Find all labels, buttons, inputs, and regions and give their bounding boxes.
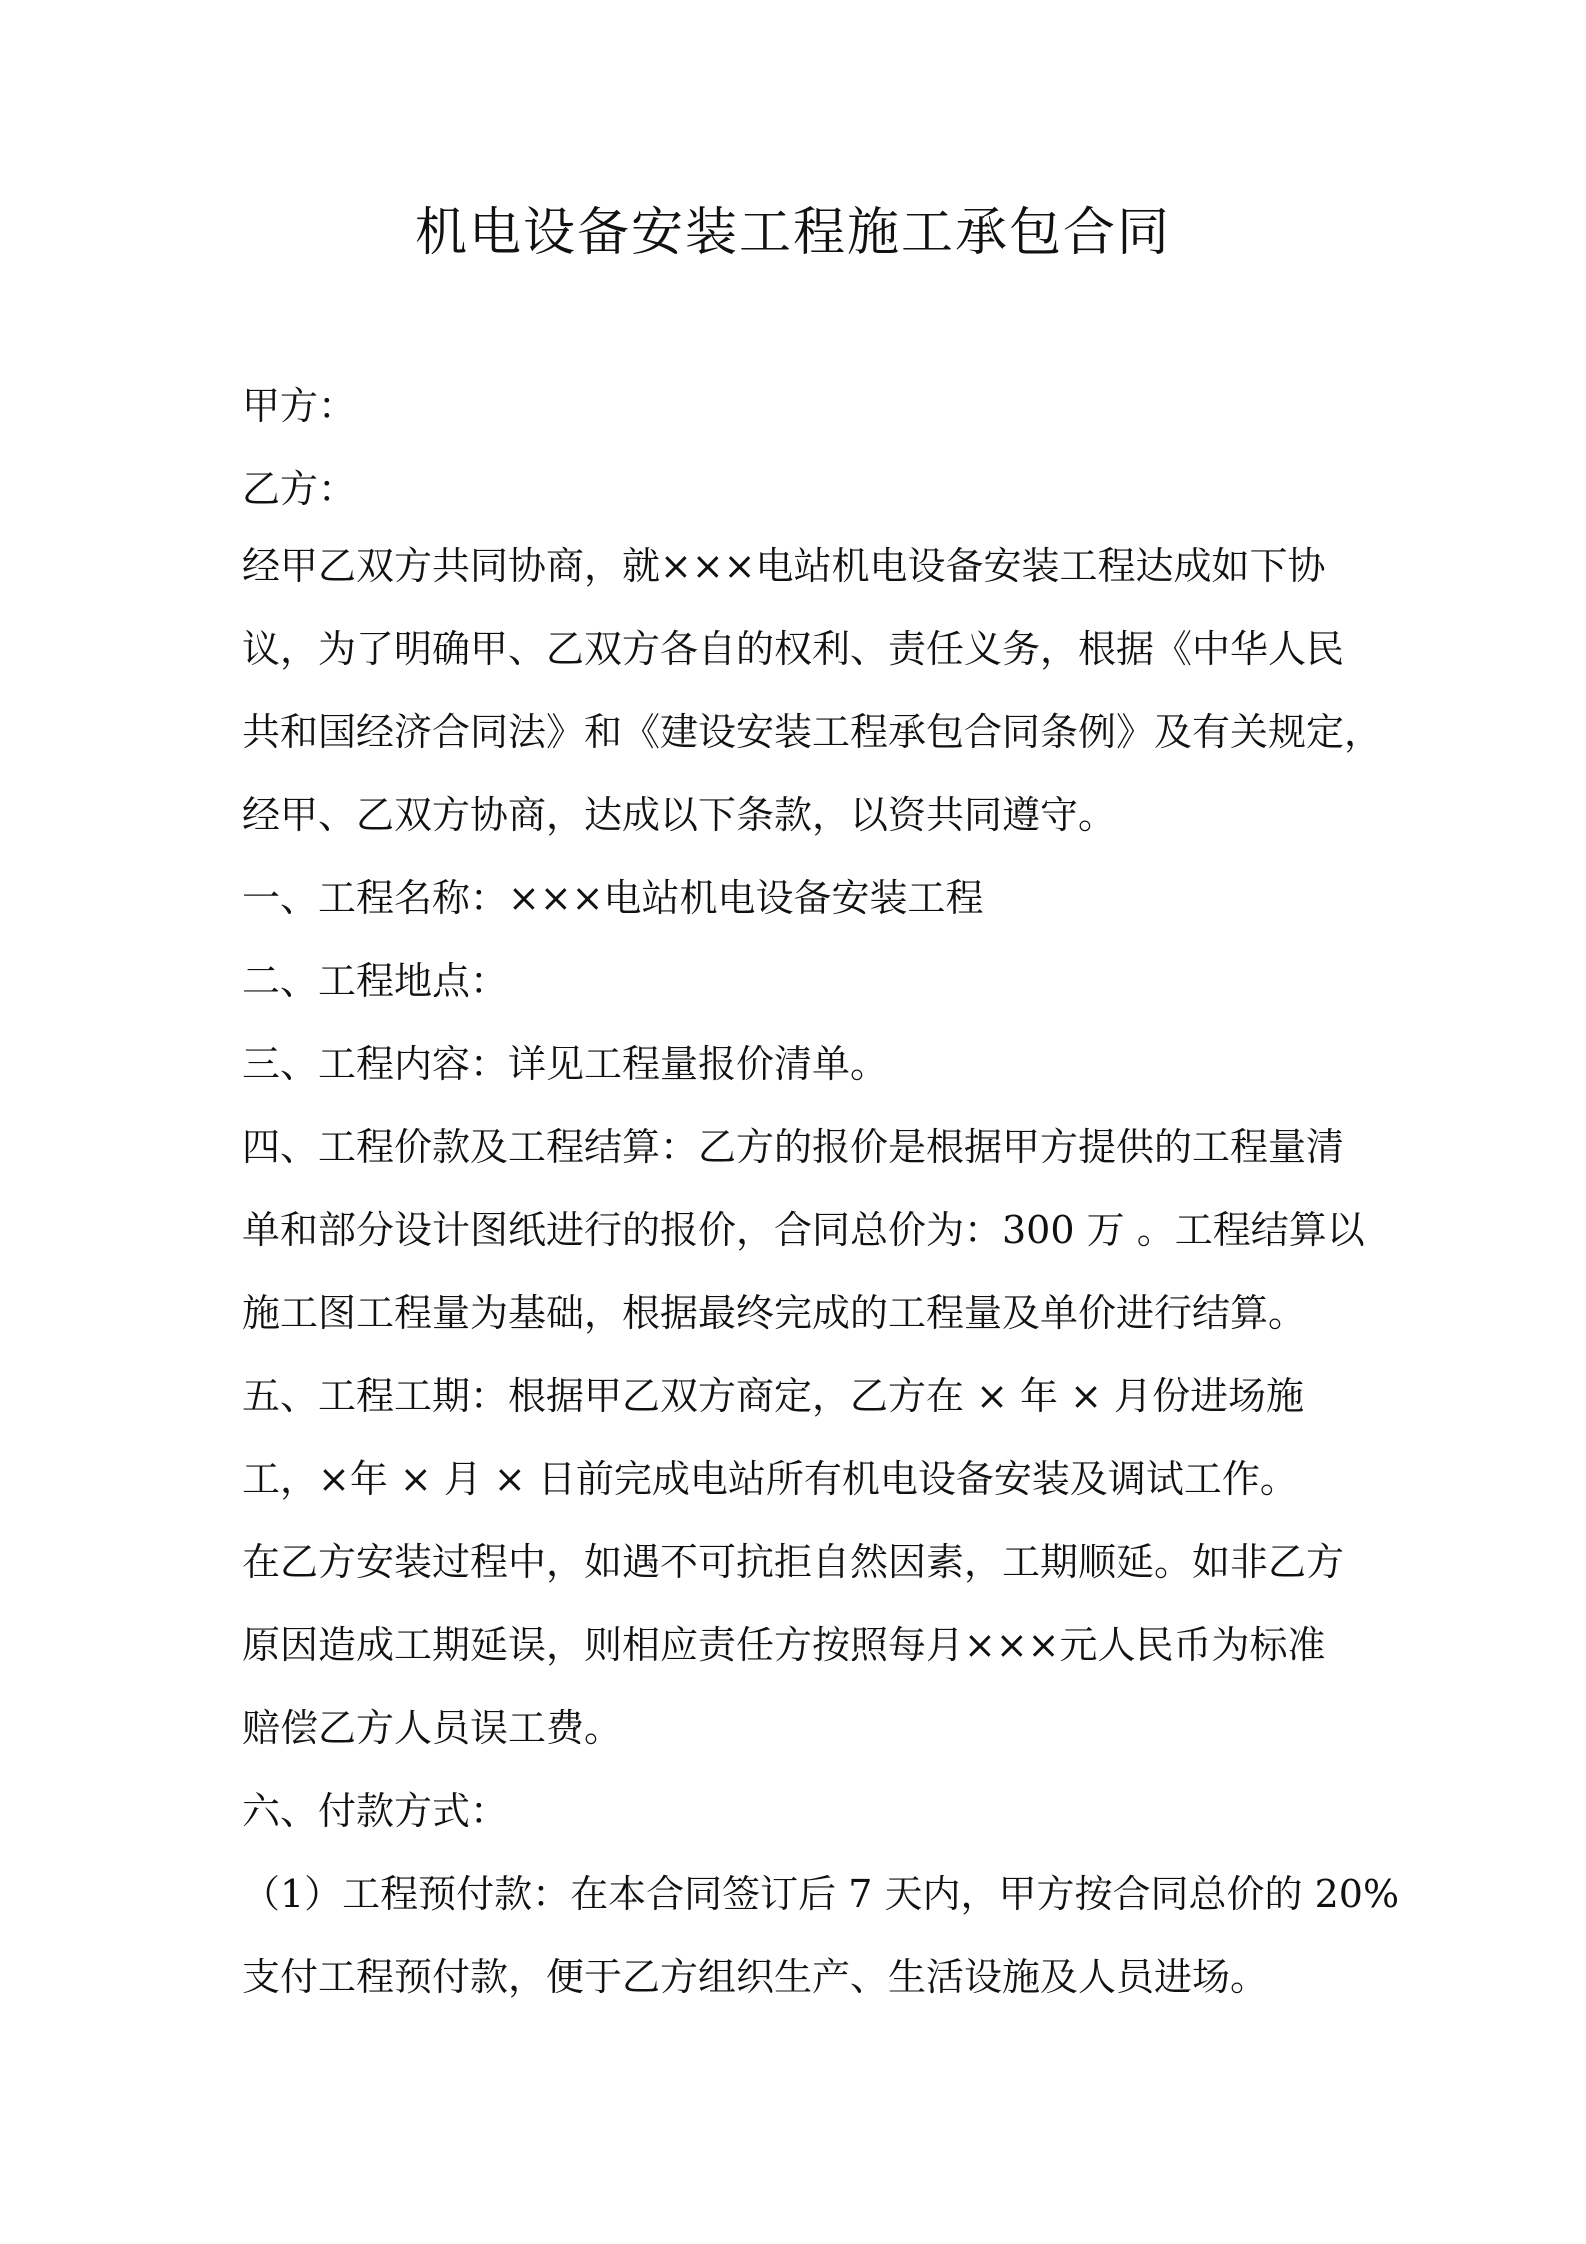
body-line: 单和部分设计图纸进行的报价，合同总价为：300 万 。工程结算以 [242, 1208, 1365, 1252]
body-line: 共和国经济合同法》和《建设安装工程承包合同条例》及有关规定， [242, 710, 1383, 754]
clause-project-content: 三、工程内容：详见工程量报价清单。 [242, 1042, 889, 1086]
party-b-label: 乙方： [242, 467, 357, 511]
body-line: 原因造成工期延误，则相应责任方按照每月×××元人民币为标准 [242, 1623, 1326, 1667]
body-line: 经甲、乙双方协商，达成以下条款，以资共同遵守。 [242, 793, 1117, 837]
clause-payment-method: 六、付款方式： [242, 1789, 509, 1833]
body-line: 议，为了明确甲、乙双方各自的权利、责任义务，根据《中华人民 [242, 627, 1345, 671]
payment-item-advance: （1）工程预付款：在本合同签订后 7 天内，甲方按合同总价的 20% [242, 1872, 1400, 1916]
body-line: 工，×年 × 月 × 日前完成电站所有机电设备安装及调试工作。 [242, 1457, 1298, 1501]
body-line: 赔偿乙方人员误工费。 [242, 1706, 623, 1750]
document-title: 机电设备安装工程施工承包合同 [414, 203, 1171, 263]
clause-price-settlement: 四、工程价款及工程结算：乙方的报价是根据甲方提供的工程量清 [242, 1125, 1345, 1169]
party-a-label: 甲方： [242, 384, 357, 428]
clause-project-name: 一、工程名称：×××电站机电设备安装工程 [242, 876, 984, 920]
body-line: 在乙方安装过程中，如遇不可抗拒自然因素，工期顺延。如非乙方 [242, 1540, 1345, 1584]
body-line: 支付工程预付款，便于乙方组织生产、生活设施及人员进场。 [242, 1955, 1269, 1999]
clause-project-location: 二、工程地点： [242, 959, 509, 1003]
clause-schedule: 五、工程工期：根据甲乙双方商定，乙方在 × 年 × 月份进场施 [242, 1374, 1304, 1418]
body-line: 经甲乙双方共同协商，就×××电站机电设备安装工程达成如下协 [242, 544, 1326, 588]
body-line: 施工图工程量为基础，根据最终完成的工程量及单价进行结算。 [242, 1291, 1307, 1335]
